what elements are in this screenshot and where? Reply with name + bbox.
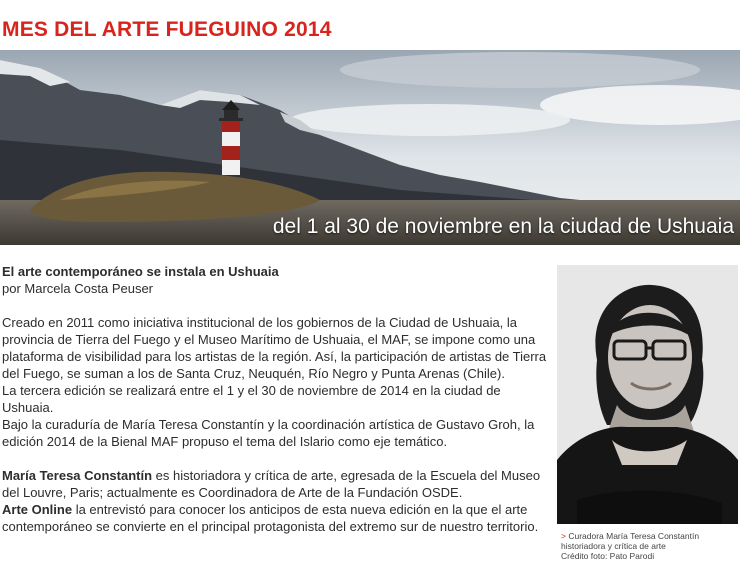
article-paragraph-5: Arte Online la entrevistó para conocer los anticipos de esta nueva edición en la que el arte contemporáneo se convierte en el principal protagonista del extremo sur de nuestro territorio. (2, 502, 539, 534)
article-paragraph-2: La tercera edición se realizará entre el 1 y el 30 de noviembre de 2014 en la ciudad de Ushuaia. (2, 383, 501, 415)
article-paragraph-4: María Teresa Constantín es historiadora y crítica de arte, egresada de la Escuela del Museo del Louvre, Paris; actualmente es Coordinadora de Arte de la Fundación OSDE. (2, 468, 541, 500)
photo-caption: > Curadora María Teresa Constantín historiadora y crítica de arte Crédito foto: Pato Parodi (561, 531, 700, 561)
page-title: MES DEL ARTE FUEGUINO 2014 (2, 18, 332, 41)
article-paragraph-3: Bajo la curaduría de María Teresa Constantín y la coordinación artística de Gustavo Groh, la edición 2014 de la Bienal MAF propuso el tema del Islario como eje temático. (2, 417, 535, 449)
article-headline: El arte contemporáneo se instala en Ushuaia (2, 264, 279, 279)
portrait-image (557, 265, 738, 524)
article-body (2, 263, 550, 535)
caption-arrow-icon: > (561, 531, 566, 541)
curator-name: María Teresa Constantín (2, 468, 153, 483)
banner-caption: del 1 al 30 de noviembre en la ciudad de Ushuaia (272, 215, 734, 238)
publication-name: Arte Online (2, 502, 73, 517)
article-byline: por Marcela Costa Peuser (2, 281, 154, 296)
article-paragraph-1: Creado en 2011 como iniciativa institucional de los gobiernos de la Ciudad de Ushuaia, la provincia de Tierra del Fuego y el Museo Marítimo de Ushuaia, el MAF, se impone como una plataforma de visibilidad para los artistas de la región. Así, la participación de artistas de Tierra del Fuego, se suman a los de Santa Cruz, Neuquén, Río Negro y Punta Arenas (Chile). (2, 315, 547, 381)
curator-photo (557, 265, 738, 524)
banner-image (0, 50, 740, 245)
